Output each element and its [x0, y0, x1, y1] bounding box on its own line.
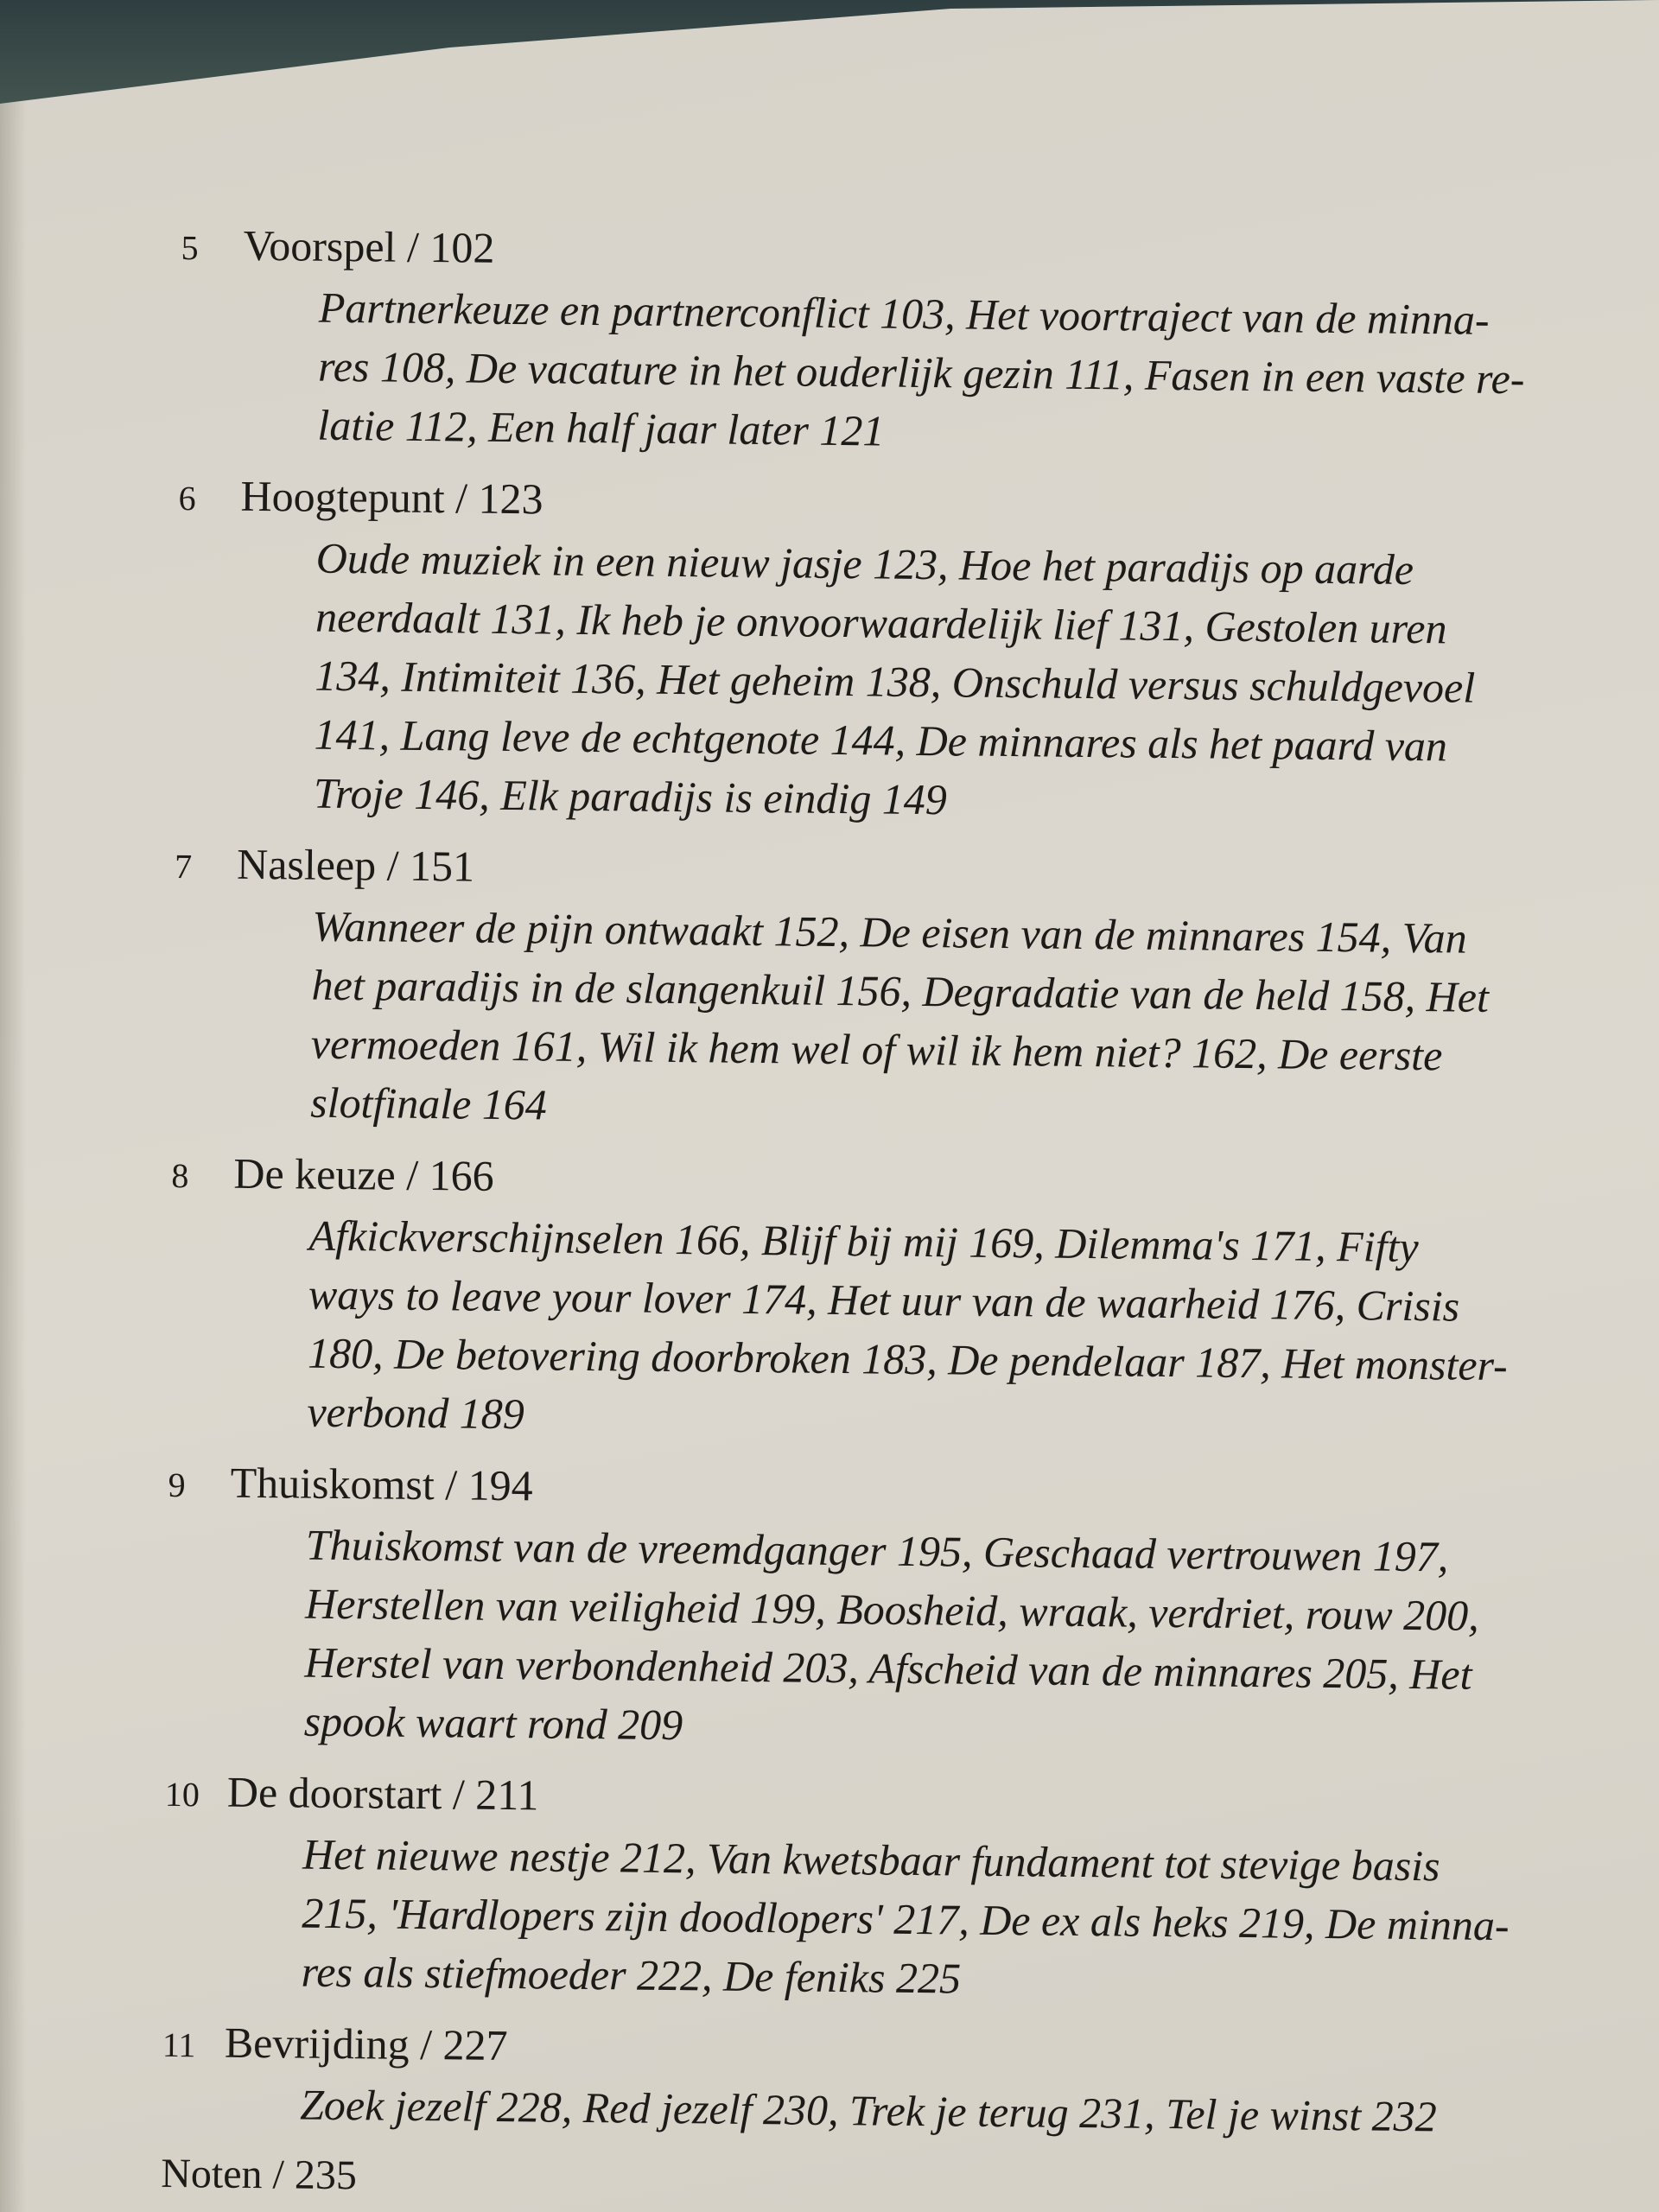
section-line: ways to leave your lover 174, Het uur van de waarheid 176, Crisis: [308, 1269, 1460, 1331]
toc-chapter-11: [162, 2013, 1528, 2147]
chapter-title: Nasleep / 151: [236, 839, 475, 891]
toc-chapter-8: [168, 1144, 1536, 1454]
chapter-title: De doorstart / 211: [226, 1767, 539, 1820]
section-line: Herstellen van veiligheid 199, Boosheid, wraak, verdriet, rouw 200,: [304, 1579, 1479, 1640]
toc-chapter-6: [175, 467, 1544, 836]
section-line: 180, De betovering doorbroken 183, De pendelaar 187, Het monster-: [307, 1328, 1509, 1390]
chapter-number: 8: [171, 1155, 189, 1196]
section-line: Het nieuwe nestje 212, Van kwetsbaar fundament tot stevige basis: [302, 1829, 1440, 1891]
chapter-number: 11: [162, 2024, 196, 2065]
section-line: Oude muziek in een nieuw jasje 123, Hoe het paradijs op aarde: [315, 533, 1414, 594]
chapter-title: Voorspel / 102: [243, 220, 495, 272]
chapter-number: 10: [164, 1774, 200, 1815]
section-line: Herstel van verbondenheid 203, Afscheid van de minnares 205, Het: [304, 1637, 1472, 1699]
section-line: Zoek jezelf 228, Red jezelf 230, Trek je terug 231, Tel je winst 232: [299, 2080, 1437, 2141]
chapter-number: 6: [178, 478, 196, 518]
chapter-number: 7: [174, 846, 193, 887]
section-line: res 108, De vacature in het ouderlijk gezin 111, Fasen in een vaste re-: [317, 341, 1525, 404]
chapter-sections: [307, 1206, 1536, 1454]
chapter-sections: [303, 1516, 1533, 1764]
section-line: verbond 189: [307, 1387, 525, 1439]
page-gutter-shadow: [0, 0, 26, 2212]
toc-chapter-7: [172, 835, 1540, 1145]
toc-notes-entry: Noten / 235: [160, 2150, 358, 2199]
section-line: res als stiefmoeder 222, De feniks 225: [301, 1947, 962, 2003]
chapter-sections: [310, 897, 1540, 1145]
table-of-contents: [161, 216, 1547, 2212]
chapter-number: 5: [181, 227, 199, 268]
chapter-sections: [300, 2075, 1528, 2147]
section-line: latie 112, Een half jaar later 121: [317, 400, 885, 455]
section-line: Thuiskomst van de vreemdganger 195, Geschaad vertrouwen 197,: [305, 1520, 1449, 1581]
toc-chapter-10: [162, 1763, 1530, 2014]
chapter-sections: [317, 278, 1546, 467]
chapter-title: De keuze / 166: [233, 1148, 494, 1200]
chapter-number: 9: [168, 1465, 186, 1505]
section-line: neerdaalt 131, Ik heb je onvoorwaardelijk lief 131, Gestolen uren: [315, 592, 1447, 653]
section-line: slotfinale 164: [309, 1077, 548, 1129]
chapter-sections: [314, 529, 1543, 836]
section-line: spook waart rond 209: [303, 1696, 683, 1750]
section-line: 141, Lang leve de echtgenote 144, De minnares als het paard van: [314, 709, 1448, 771]
section-line: Wanneer de pijn ontwaakt 152, De eisen van de minnares 154, Van: [312, 901, 1468, 963]
chapter-title: Bevrijding / 227: [224, 2018, 508, 2070]
section-line: het paradijs in de slangenkuil 156, Degradatie van de held 158, Het: [311, 960, 1490, 1021]
section-line: Troje 146, Elk paradijs is eindig 149: [313, 768, 948, 824]
chapter-sections: [301, 1825, 1529, 2014]
section-line: 215, 'Hardlopers zijn doodlopers' 217, De ex als heks 219, De minna-: [302, 1888, 1510, 1950]
toc-chapter-9: [165, 1453, 1533, 1764]
chapter-title: Hoogtepunt / 123: [240, 471, 543, 524]
section-line: Partnerkeuze en partnerconflict 103, Het voortraject van de minna-: [318, 283, 1490, 344]
section-line: Afkickverschijnselen 166, Blijf bij mij 169, Dilemma's 171, Fifty: [308, 1211, 1419, 1272]
toc-chapter-5: [179, 216, 1547, 467]
section-line: vermoeden 161, Wil ik hem wel of wil ik hem niet? 162, De eerste: [310, 1019, 1443, 1080]
chapter-title: Thuiskomst / 194: [230, 1458, 533, 1510]
section-line: 134, Intimiteit 136, Het geheim 138, Onschuld versus schuldgevoel: [315, 651, 1476, 712]
